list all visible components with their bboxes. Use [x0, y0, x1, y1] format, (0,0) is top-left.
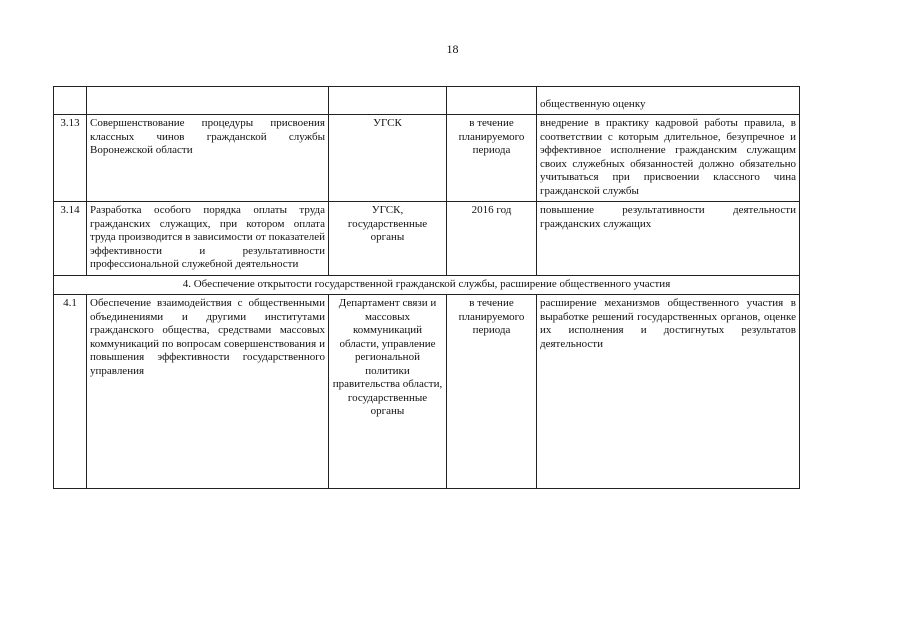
cell-deadline: в течение планируемого периода: [447, 115, 537, 202]
cell-deadline: 2016 год: [447, 202, 537, 276]
cell-task: Совершенствование процедуры присвоения классных чинов гражданской службы Воронежской области: [87, 115, 329, 202]
cell-executor: Департамент связи и массовых коммуникаций области, управление региональной политики правительства области, государственные органы: [329, 295, 447, 489]
table-row-3-14: [54, 202, 800, 276]
section-heading: 4. Обеспечение открытости государственной гражданской службы, расширение общественного участия: [54, 275, 800, 295]
cell-executor-empty: [329, 87, 447, 115]
cell-num: 3.14: [54, 202, 87, 276]
action-plan-table: [53, 86, 800, 489]
cell-executor: УГСК: [329, 115, 447, 202]
cell-deadline-empty: [447, 87, 537, 115]
cell-num: 4.1: [54, 295, 87, 489]
page-number: 18: [446, 42, 459, 56]
cell-task-empty: [87, 87, 329, 115]
cell-num: 3.13: [54, 115, 87, 202]
table-row-3-13: [54, 115, 800, 202]
section-heading-row: [54, 275, 800, 295]
cell-task: Разработка особого порядка оплаты труда гражданских служащих, при котором оплата труда производится в зависимости от показателей эффективности и результативности профессиональной служебной деятельности: [87, 202, 329, 276]
cell-result: повышение результативности деятельности гражданских служащих: [537, 202, 800, 276]
cell-task: Обеспечение взаимодействия с общественными объединениями и другими институтами гражданского общества, средствами массовых коммуникаций по вопросам совершенствования и повышения эффективности государственного управления: [87, 295, 329, 489]
table-row-4-1: [54, 295, 800, 489]
cell-result: внедрение в практику кадровой работы правила, в соответствии с которым длительное, безупречное и эффективное исполнение гражданским служащим своих служебных обязанностей должно обязательно учитываться при присвоении классного чина гражданской службы: [537, 115, 800, 202]
continuation-row: [54, 87, 800, 115]
cell-result: расширение механизмов общественного участия в выработке решений государственных органов, оценке их исполнения и достигнутых результатов деятельности: [537, 295, 800, 489]
cell-deadline: в течение планируемого периода: [447, 295, 537, 489]
cell-executor: УГСК, государственные органы: [329, 202, 447, 276]
cell-result-continued: общественную оценку: [537, 87, 800, 115]
cell-num-empty: [54, 87, 87, 115]
